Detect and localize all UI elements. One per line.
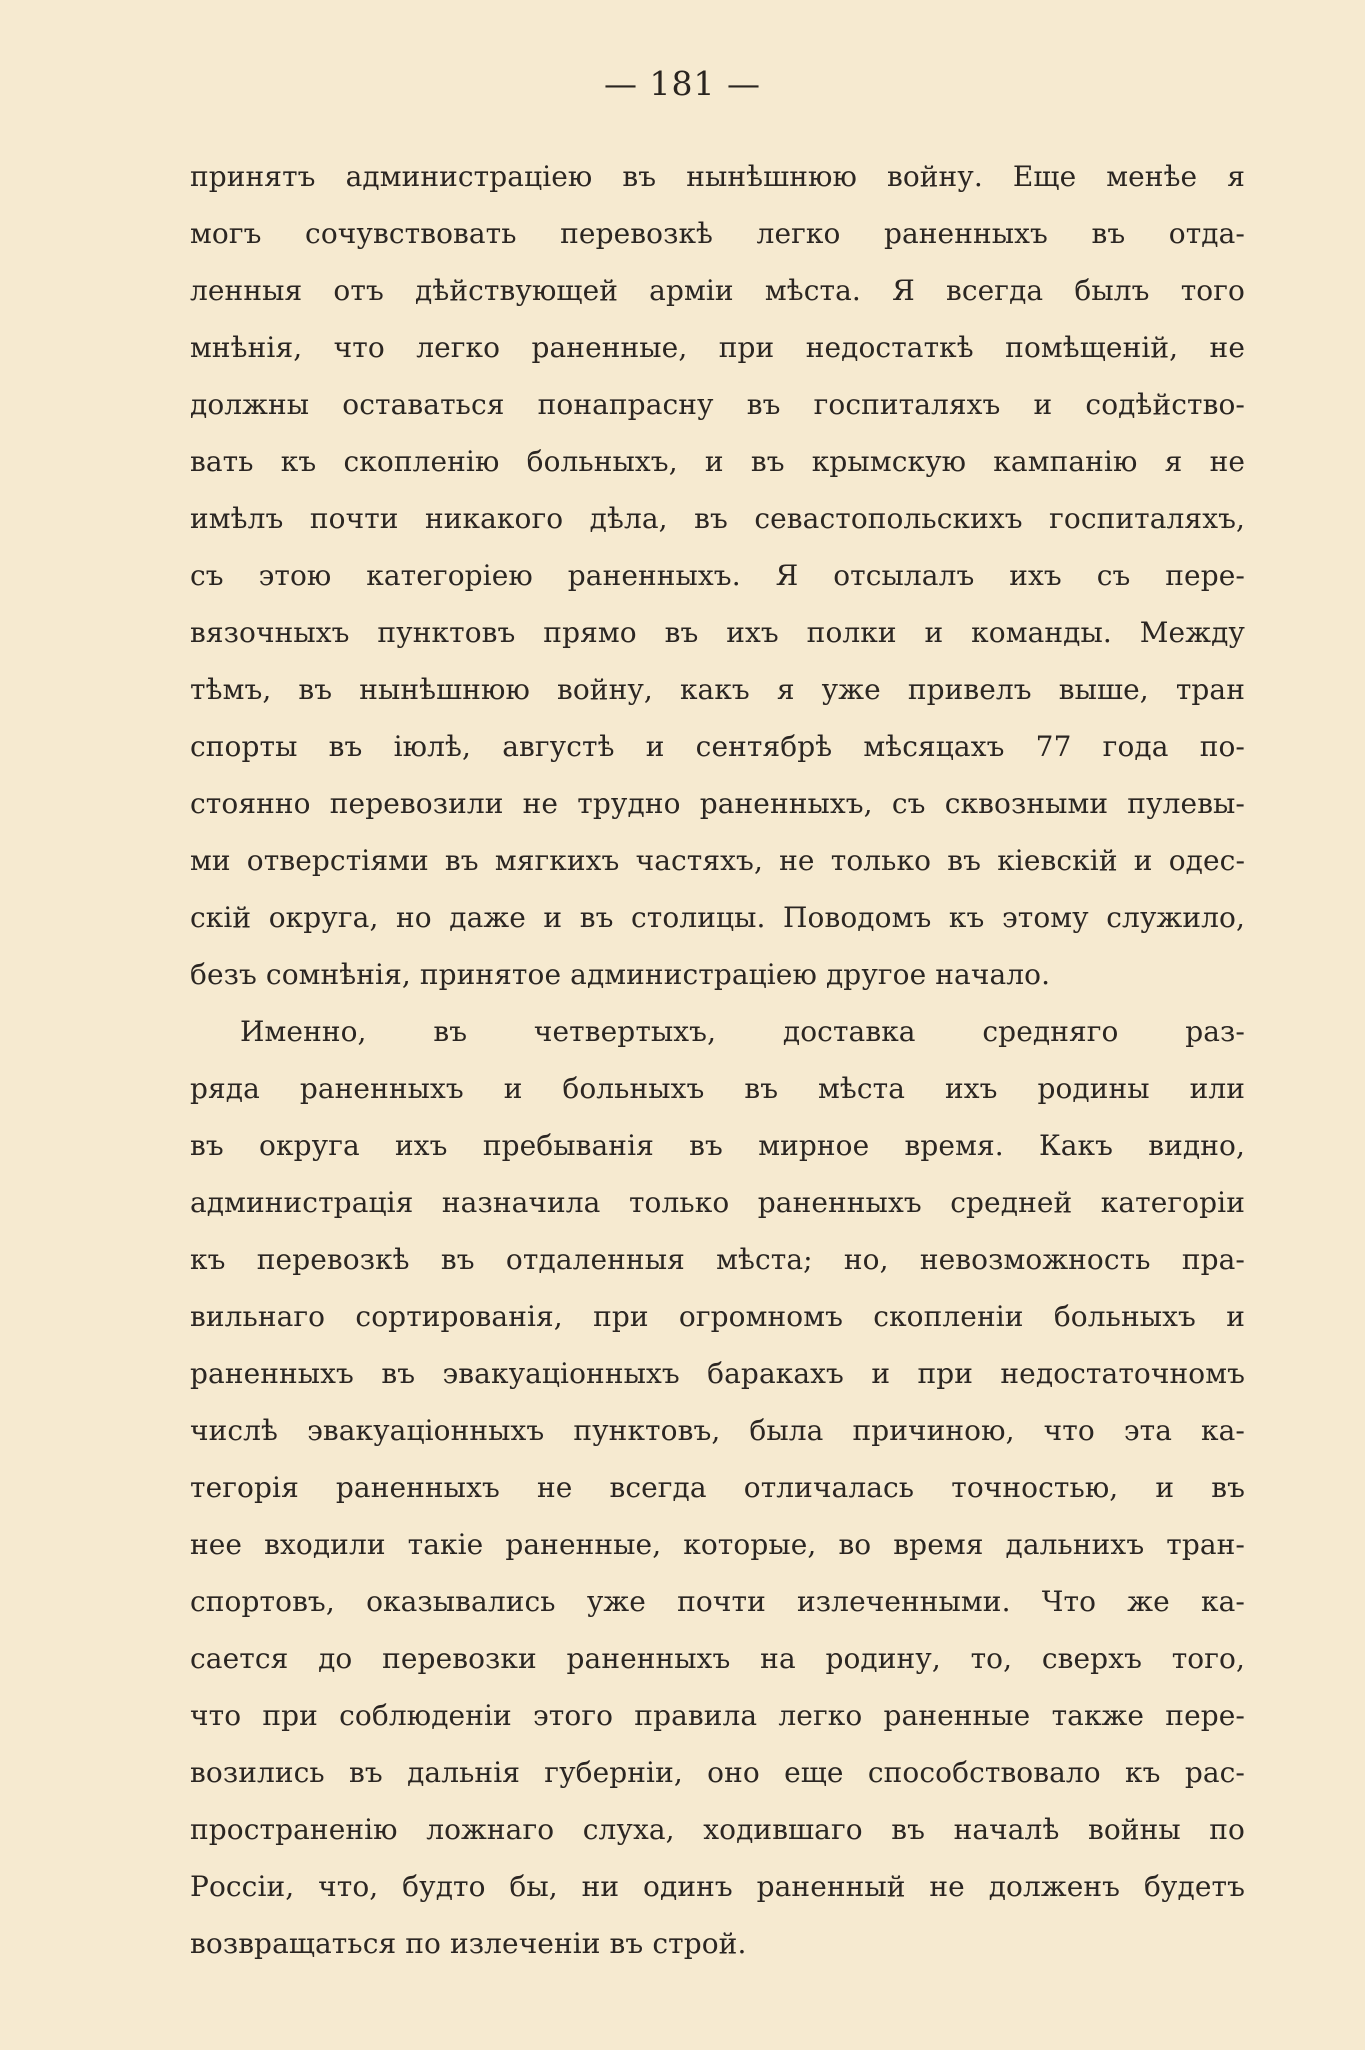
text-line: къ перевозкѣ въ отдаленныя мѣста; но, невозможность пра-	[190, 1243, 1245, 1276]
text-line: пространенію ложнаго слуха, ходившаго въ началѣ войны по	[190, 1813, 1245, 1846]
text-line: скій округа, но даже и въ столицы. Поводомъ къ этому служило,	[190, 901, 1245, 934]
text-line: мнѣнія, что легко раненные, при недостаткѣ помѣщеній, не	[190, 331, 1245, 364]
text-line: стоянно перевозили не трудно раненныхъ, съ сквозными пулевы-	[190, 787, 1245, 820]
text-line: сается до перевозки раненныхъ на родину, то, сверхъ того,	[190, 1642, 1245, 1675]
text-line: должны оставаться понапрасну въ госпиталяхъ и содѣйство-	[190, 388, 1245, 421]
text-line: что при соблюденіи этого правила легко раненные также пере-	[190, 1699, 1245, 1732]
text-line: спортовъ, оказывались уже почти излеченными. Что же ка-	[190, 1585, 1245, 1618]
text-line: съ этою категоріею раненныхъ. Я отсылалъ ихъ съ пере-	[190, 559, 1245, 592]
text-line: возились въ дальнія губерніи, оно еще способствовало къ рас-	[190, 1756, 1245, 1789]
text-line: числѣ эвакуаціонныхъ пунктовъ, была причиною, что эта ка-	[190, 1414, 1245, 1447]
text-line: ряда раненныхъ и больныхъ въ мѣста ихъ родины или	[190, 1072, 1245, 1105]
text-line: нее входили такіе раненные, которые, во время дальнихъ тран-	[190, 1528, 1245, 1561]
text-line: могъ сочувствовать перевозкѣ легко раненныхъ въ отда-	[190, 217, 1245, 250]
page-number: — 181 —	[604, 64, 761, 103]
text-line: раненныхъ въ эвакуаціонныхъ баракахъ и при недостаточномъ	[190, 1357, 1245, 1390]
text-line: вязочныхъ пунктовъ прямо въ ихъ полки и команды. Между	[190, 616, 1245, 649]
text-line: возвращаться по излеченіи въ строй.	[190, 1927, 747, 1960]
text-line: администрація назначила только раненныхъ средней категоріи	[190, 1186, 1245, 1219]
text-line: спорты въ іюлѣ, августѣ и сентябрѣ мѣсяцахъ 77 года по-	[190, 730, 1245, 763]
text-line: вать къ скопленію больныхъ, и въ крымскую кампанію я не	[190, 445, 1245, 478]
text-line: тѣмъ, въ нынѣшнюю войну, какъ я уже привелъ выше, тран	[190, 673, 1245, 706]
text-line: ленныя отъ дѣйствующей арміи мѣста. Я всегда былъ того	[190, 274, 1245, 307]
text-line: въ округа ихъ пребыванія въ мирное время. Какъ видно,	[190, 1129, 1245, 1162]
text-line: Россіи, что, будто бы, ни одинъ раненный не долженъ будетъ	[190, 1870, 1245, 1903]
text-line: имѣлъ почти никакого дѣла, въ севастопольскихъ госпиталяхъ,	[190, 502, 1245, 535]
text-line: безъ сомнѣнія, принятое администраціею другое начало.	[190, 958, 1051, 991]
text-line: Именно, въ четвертыхъ, доставка средняго раз-	[240, 1015, 1245, 1048]
text-line: ми отверстіями въ мягкихъ частяхъ, не только въ кіевскій и одес-	[190, 844, 1245, 877]
body-text	[190, 148, 1245, 1972]
text-line: принятъ администраціею въ нынѣшнюю войну. Еще менѣе я	[190, 160, 1245, 193]
text-line: тегорія раненныхъ не всегда отличалась точностью, и въ	[190, 1471, 1245, 1504]
text-line: вильнаго сортированія, при огромномъ скопленіи больныхъ и	[190, 1300, 1245, 1333]
